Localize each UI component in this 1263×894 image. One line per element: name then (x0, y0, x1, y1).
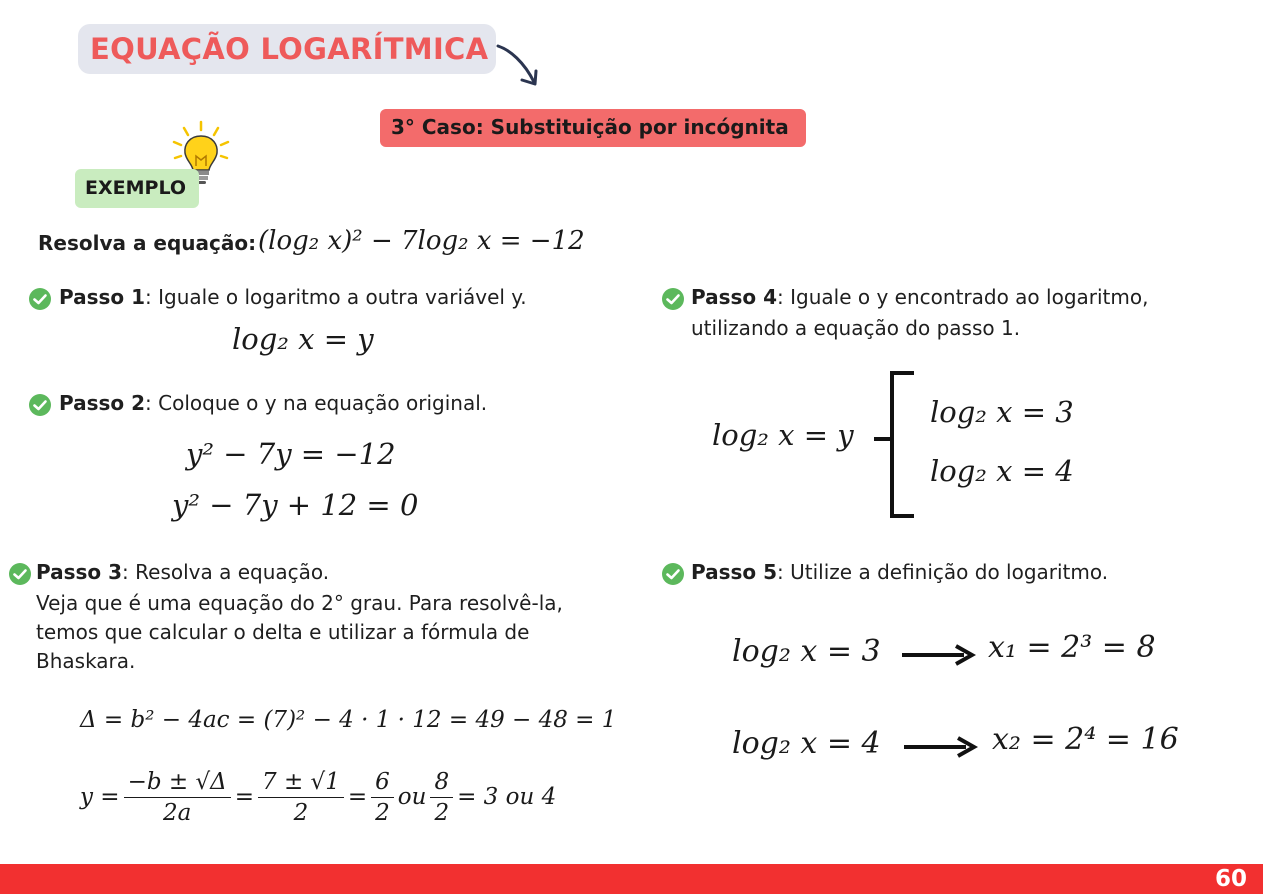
check-circle-icon (28, 393, 52, 417)
page-number: 60 (1214, 866, 1247, 892)
page-title: EQUAÇÃO LOGARÍTMICA (90, 32, 489, 66)
bhaskara-result: = 3 ou 4 (457, 784, 557, 810)
step-5-text: : Utilize a definição do logaritmo. (777, 560, 1109, 584)
step-4-title: Passo 4 (691, 285, 778, 309)
bhaskara-lhs: y = (80, 784, 120, 810)
fraction-numerator: 8 (430, 769, 453, 798)
step-3-line: Veja que é uma equação do 2° grau. Para resolvê-la, (36, 591, 563, 615)
fraction-numerator: 7 ± √1 (258, 769, 344, 798)
step5-row1-left: log₂ x = 3 (732, 634, 881, 669)
fraction-denominator: 2 (293, 799, 309, 826)
fraction-denominator: 2a (162, 799, 192, 826)
check-circle-icon (661, 562, 685, 586)
bracket-icon (872, 370, 920, 520)
arrow-right-icon (902, 734, 978, 760)
step-2 (59, 391, 487, 415)
fraction-denominator: 2 (375, 799, 390, 826)
fraction-numerator: −b ± √Δ (124, 769, 231, 798)
step5-row2-right: x₂ = 2⁴ = 16 (992, 722, 1179, 757)
step-3-title: Passo 3 (36, 560, 123, 584)
step-5-title: Passo 5 (691, 560, 778, 584)
fraction-numerator: 6 (371, 769, 394, 798)
step2-equation-1: y² − 7y = −12 (186, 437, 396, 471)
fraction (124, 769, 231, 826)
check-circle-icon (8, 562, 32, 586)
step5-row2-left: log₂ x = 4 (732, 726, 881, 761)
step4-case-2: log₂ x = 4 (930, 454, 1074, 488)
fraction-denominator: 2 (434, 799, 450, 826)
step-4-line: utilizando a equação do passo 1. (691, 316, 1021, 340)
step-3 (36, 560, 329, 584)
step-4-text: : Iguale o y encontrado ao logaritmo, (777, 285, 1149, 309)
step-1 (59, 285, 527, 309)
arrow-curved-icon (494, 40, 544, 90)
step-2-text: : Coloque o y na equação original. (145, 391, 488, 415)
step-3-line: temos que calcular o delta e utilizar a fórmula de (36, 620, 530, 644)
arrow-right-icon (900, 642, 976, 668)
fraction (371, 769, 394, 826)
step-1-text: : Iguale o logaritmo a outra variável y. (145, 285, 527, 309)
delta-equation: Δ = b² − 4ac = (7)² − 4 · 1 · 12 = 49 − 48 = 1 (80, 707, 617, 733)
step4-left-equation: log₂ x = y (712, 418, 854, 452)
problem-prefix: Resolva a equação: (38, 231, 257, 255)
step-2-title: Passo 2 (59, 391, 146, 415)
step2-equation-2: y² − 7y + 12 = 0 (172, 488, 419, 522)
step-5 (691, 560, 1108, 584)
step-4 (691, 285, 1148, 309)
bhaskara-formula (80, 760, 556, 834)
fraction (430, 769, 453, 826)
ou-text: ou (397, 784, 427, 810)
equals-sign: = (234, 784, 255, 810)
problem-equation: (log₂ x)² − 7log₂ x = −12 (258, 226, 585, 256)
step5-row1-right: x₁ = 2³ = 8 (988, 630, 1156, 665)
step-3-line: Bhaskara. (36, 649, 136, 673)
footer-bar (0, 864, 1263, 894)
step-3-text: : Resolva a equação. (122, 560, 330, 584)
equals-sign: = (347, 784, 368, 810)
fraction (258, 769, 344, 826)
check-circle-icon (661, 287, 685, 311)
step1-equation: log₂ x = y (232, 322, 374, 356)
case-label: 3° Caso: Substituição por incógnita (391, 115, 789, 139)
check-circle-icon (28, 287, 52, 311)
example-label: EXEMPLO (85, 177, 187, 199)
step4-case-1: log₂ x = 3 (930, 395, 1074, 429)
step-1-title: Passo 1 (59, 285, 146, 309)
